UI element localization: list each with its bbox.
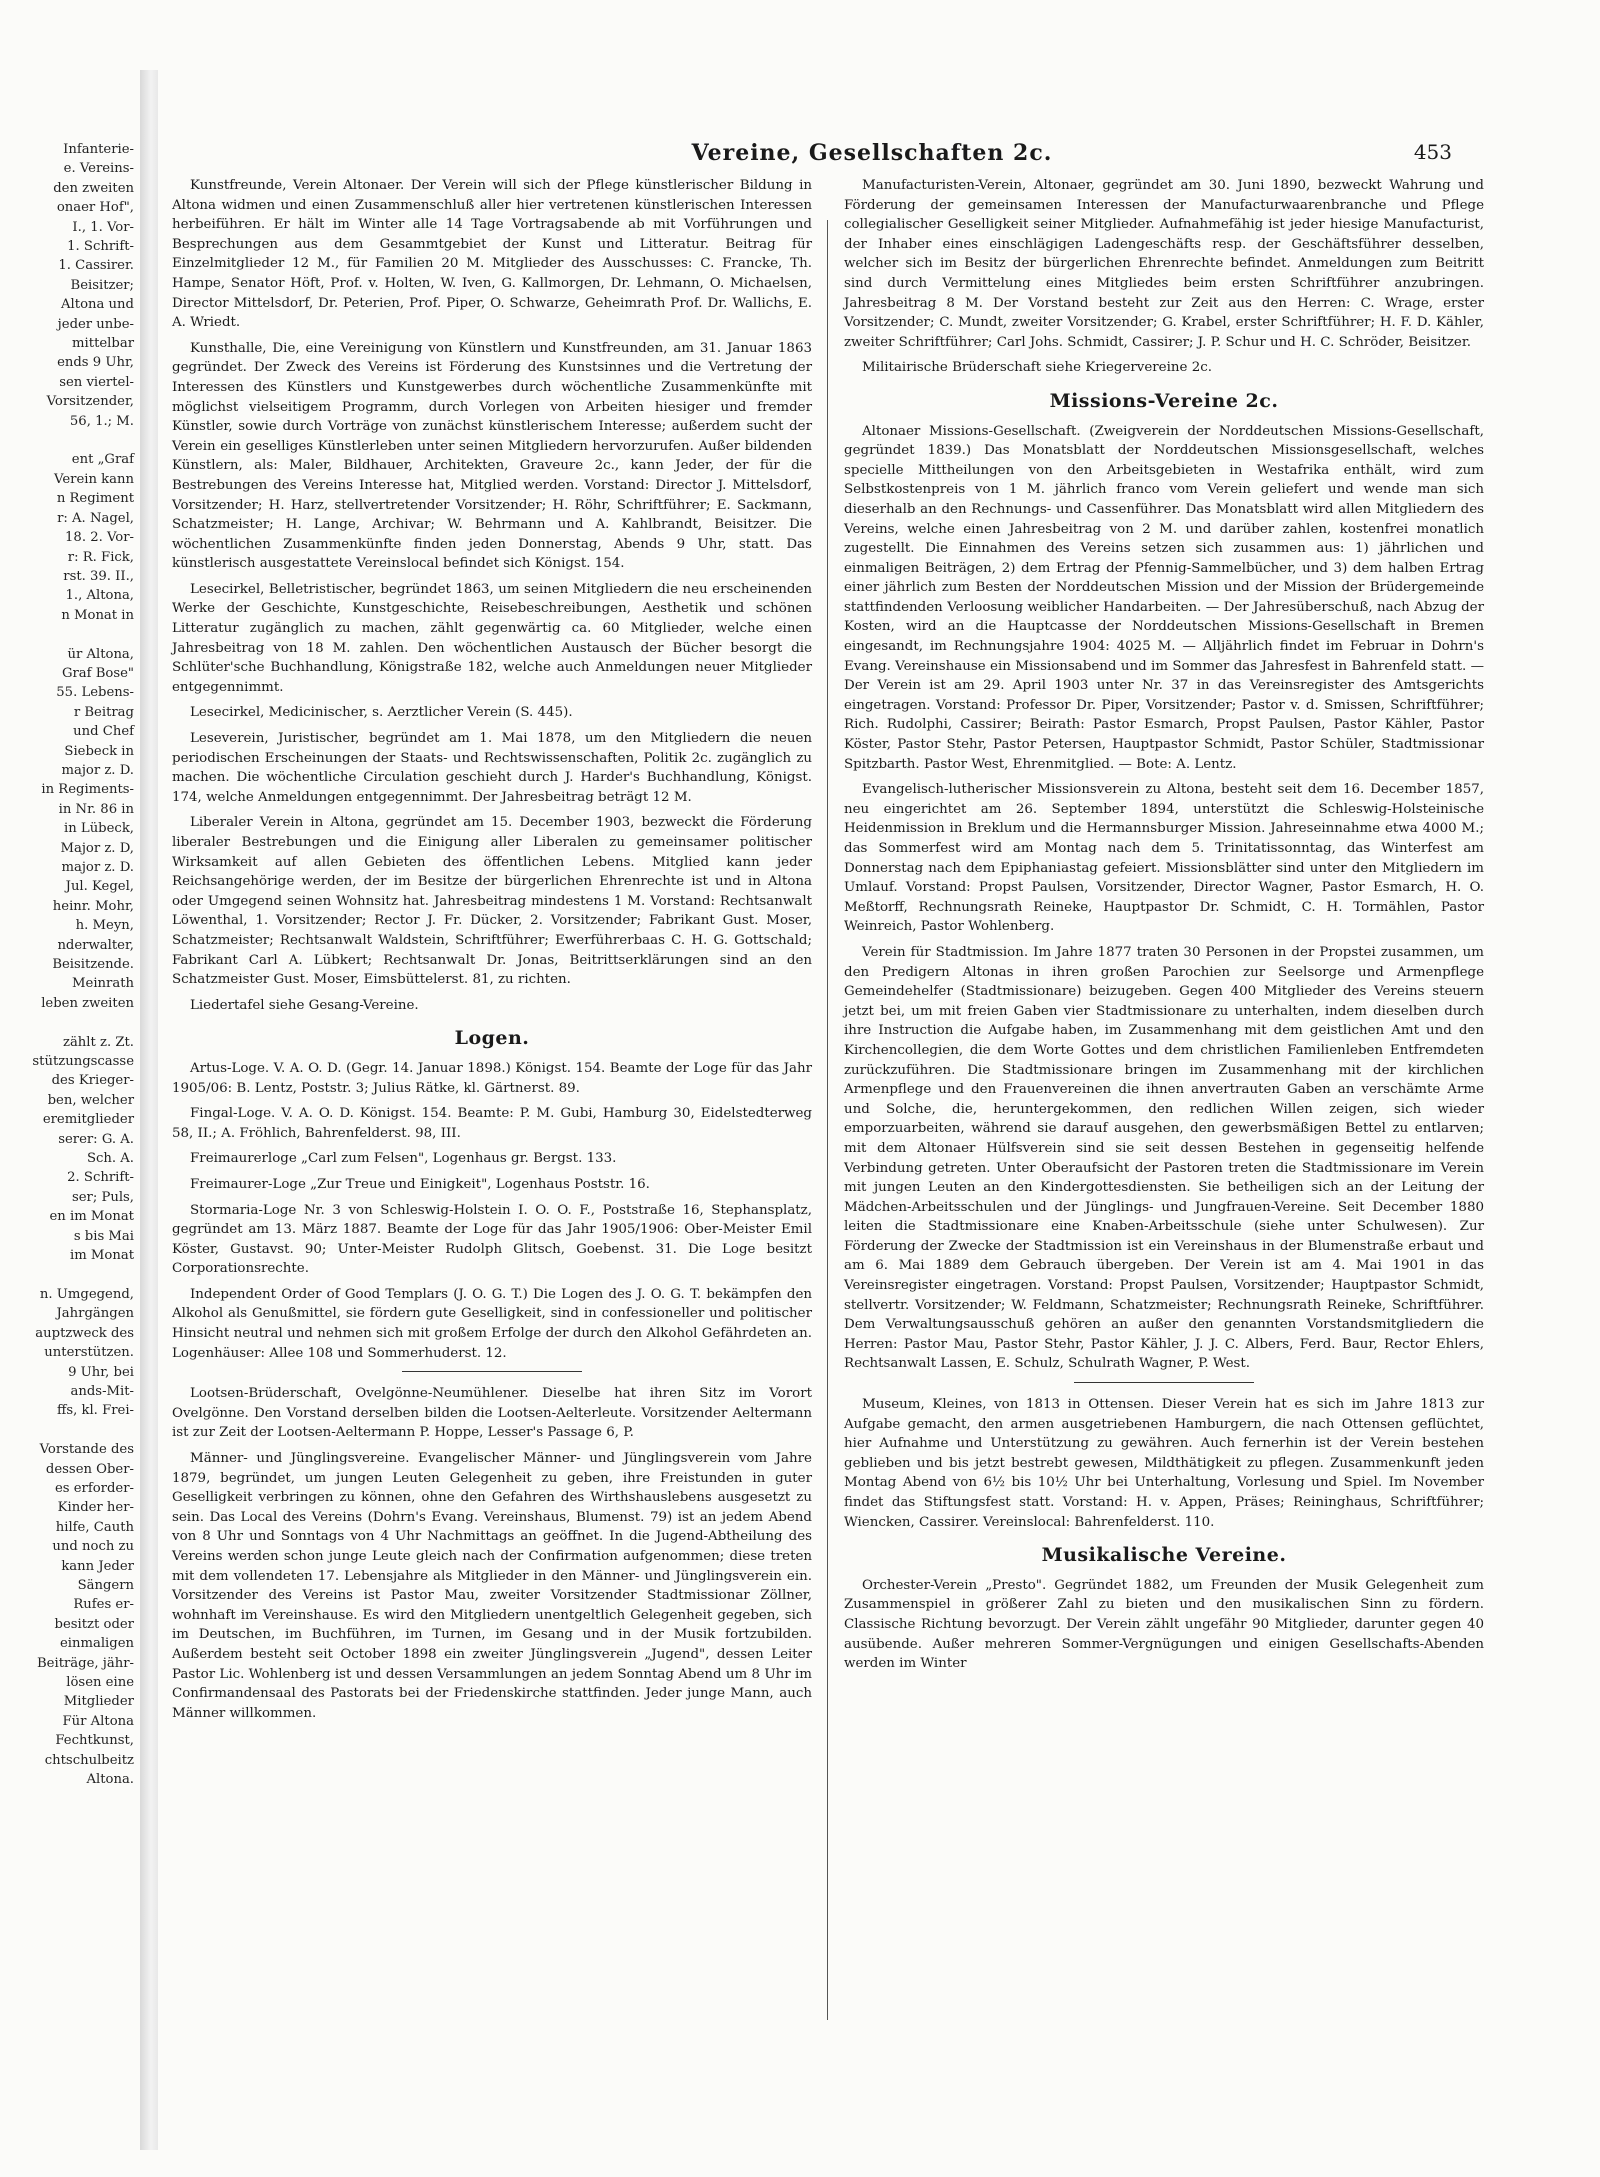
left-fragment-line (0, 625, 138, 644)
left-fragment-line: ands-Mit- (70, 1383, 134, 1399)
left-fragment-line: leben zweiten (41, 995, 134, 1011)
left-fragment-line: Altona und (61, 297, 134, 313)
left-fragment-line (0, 1266, 138, 1285)
entry-paragraph: Altonaer Missions-Gesellschaft. (Zweigverein der Norddeutschen Missions-Gesellschaft, gegründet 1839.) Das Monatsblatt der Norddeutschen Missionsgesellschaft, welches specielle Mittheilungen von den Arbeitsgebieten in Westafrika enthält, wird zum Selbstkostenpreis von 1 M. jährlich franco vom Verein geliefert und wende man sich dieserhalb an den Rechnungs- und Cassenführer. Das Monatsblatt wird allen Mitgliedern des Vereins, welche einen Jahresbeitrag von 2 M. und darüber zahlen, kostenfrei monatlich zugestellt. Die Einnahmen des Vereins setzen sich zusammen aus: 1) jährlichen und einmaligen Beiträgen, 2) dem Ertrag der Pfennig-Sammelbücher, und 3) dem halben Ertrag einer jährlich zum Besten der Norddeutschen Mission und der Mission der Brüdergemeinde stattfindenden Verloosung weiblicher Handarbeiten. — Der Jahresüberschuß, nach Abzug der Kosten, wird an die Hauptcasse der Norddeutschen Missions-Gesellschaft in Bremen eingesandt, im Rechnungsjahre 1904: 4025 M. — Alljährlich findet im Februar in Dohrn's Evang. Vereinshause ein Missionsabend und im Sommer das Jahresfest in Bahrenfeld statt. — Der Verein ist am 29. April 1903 unter Nr. 37 in das Vereinsregister des Amtsgerichts eingetragen. Vorstand: Professor Dr. Piper, Vorsitzender; Pastor v. d. Smissen, Schriftführer; Rich. Rudolphi, Cassirer; Beirath: Pastor Esmarch, Propst Paulsen, Pastor Kähler, Pastor Köster, Pastor Stehr, Pastor Petersen, Hauptpastor Schmidt, Pastor Schüler, Stadtmissionar Spitzbarth. Pastor West, Ehrenmitglied. — Bote: A. Lentz. (844, 423, 1484, 772)
left-fragment-line: stützungscasse (32, 1054, 134, 1070)
left-fragment-line: im Monat (69, 1248, 134, 1264)
entry-paragraph: Lootsen-Brüderschaft, Ovelgönne-Neumühlener. Dieselbe hat ihren Sitz im Vorort Ovelgönne. Den Vorstand derselben bilden die Lootsen-Aelterleute. Vorsitzender Aeltermann ist zur Zeit der Lootsen-Aeltermann P. Hoppe, Lesser's Passage 6, P. (172, 1386, 812, 1441)
left-fragment-line: r Beitrag (73, 704, 134, 720)
left-fragment-line: jeder unbe- (57, 316, 134, 332)
left-fragment-line: mittelbar (72, 336, 134, 352)
entry-paragraph: Independent Order of Good Templars (J. O. G. T.) Die Logen des J. O. G. T. bekämpfen den Alkohol als Genußmittel, sie fördern gute Geselligkeit, sind in confessioneller und politischer Hinsicht neutral und nehmen sich mit großem Erfolge der durch den Alkohol Gefährdeten an. Logenhäuser: Allee 108 und Sommerhuderst. 12. (172, 1286, 812, 1361)
section-title-logen: Logen. (454, 1027, 530, 1050)
right-top-entries (844, 176, 1484, 378)
left-fragment-line (0, 1421, 138, 1440)
entry-paragraph: Fingal-Loge. V. A. O. D. Königst. 154. Beamte: P. M. Gubi, Hamburg 30, Eidelstedterweg 58, II.; A. Fröhlich, Bahrenfelderst. 98, III. (172, 1106, 812, 1141)
left-fragment-line: h. Meyn, (75, 918, 134, 934)
left-fragment-line: Jul. Kegel, (65, 879, 134, 895)
left-fragment-line: rst. 39. II., (63, 568, 134, 584)
left-fragment-line: Sch. A. (86, 1151, 134, 1167)
left-fragment-line: lösen eine (66, 1675, 134, 1691)
left-fragment-line: eremitglieder (42, 1112, 134, 1128)
section-divider (1074, 1382, 1254, 1383)
left-fragment-line: besitzt oder (54, 1616, 134, 1632)
left-fragment-line: major z. D. (61, 860, 134, 875)
left-fragment-line: unterstützen. (44, 1345, 134, 1361)
left-fragment-line: Mitglieder (63, 1694, 134, 1710)
left-fragment-line: n Monat in (61, 607, 134, 623)
left-after-rule-entries (172, 1384, 812, 1723)
left-fragment-line: Jahrgängen (56, 1306, 134, 1322)
left-fragment-line: dessen Ober- (45, 1461, 134, 1477)
left-fragment-line: onaer Hof", (56, 200, 134, 216)
entry-paragraph: Kunstfreunde, Verein Altonaer. Der Verein will sich der Pflege künstlerischer Bildung in Altona widmen und einen Zusammenschluß aller hier vertretenen künstlerischen Interessen herbeiführen. Er hält im Winter alle 14 Tage Vortragsabende ab mit Vorführungen und Besprechungen aus dem Gesammtgebiet der Kunst und Litteratur. Beitrag für Einzelmitglieder 12 M., für Familien 20 M. Mitglieder des Ausschusses: C. Francke, Th. Hampe, Senator Höft, Prof. v. Holten, W. Iven, G. Kallmorgen, Dr. Lehmann, O. Michaelsen, Director Mittelsdorf, Dr. Peterien, Prof. Piper, O. Schwarze, Geheimrath Prof. Dr. Wallichs, E. A. Wriedt. (172, 178, 812, 331)
left-fragment-line: 9 Uhr, bei (68, 1364, 134, 1380)
left-fragment-line: sen viertel- (59, 374, 134, 390)
entry-paragraph: Militairische Brüderschaft siehe Kriegervereine 2c. (862, 360, 1212, 376)
left-fragment-line: Vorstande des (39, 1442, 134, 1458)
left-fragment-line: in Nr. 86 in (58, 801, 134, 817)
running-head (172, 140, 1472, 174)
entry-paragraph: Evangelisch-lutherischer Missionsverein zu Altona, besteht seit dem 16. December 1857, neu eingerichtet am 26. September 1894, unterstützt die Schleswig-Holsteinische Heidenmission in Breklum und die Hermannsburger Mission. Jahreseinnahme etwa 4000 M.; das Sommerfest wird am Montag nach dem 5. Trinitatissonntag, das Winterfest am Donnerstag nach dem Epiphaniastag gefeiert. Missionsblätter sind unter den Mitgliedern im Umlauf. Vorstand: Propst Paulsen, Vorsitzender, Director Wagner, Pastor Esmarch, H. O. Meßtorff, Rechnungsrath Reineke, Hauptpastor Dr. Schmidt, C. H. Tormählen, Pastor Weinreich, Pastor Wohlenberg. (844, 782, 1484, 935)
entry-paragraph: Liberaler Verein in Altona, gegründet am 15. December 1903, bezweckt die Förderung liberaler Bestrebungen und die Einigung aller Liberalen zu gemeinsamer politischer Wirksamkeit auf allen Gebieten des öffentlichen Lebens. Mitglied kann jeder Reichsangehörige werden, der im Besitze der bürgerlichen Ehrenrechte ist und in Altona oder Umgegend seinen Wohnsitz hat. Jahresbeitrag mindestens 1 M. Vorstand: Rechtsanwalt Löwenthal, 1. Vorsitzender; Rector J. Fr. Dücker, 2. Vorsitzender; Fabrikant Gust. Moser, Schatzmeister; Rechtsanwalt Waldstein, Schriftführer; Ewerführerbaas C. H. G. Gottschald; Fabrikant Carl A. Lübkert; Rechtsanwalt Dr. Jonas, Beitrittserklärungen sind an den Schatzmeister Gust. Moser, Eimsbüttelerst. 81, zu richten. (172, 815, 812, 988)
left-fragment-line: und Chef (73, 724, 134, 740)
entry-paragraph: Liedertafel siehe Gesang-Vereine. (190, 997, 419, 1013)
left-fragment-line: r: A. Nagel, (57, 510, 134, 526)
left-fragment-line: Beiträge, jähr- (36, 1655, 134, 1671)
left-fragment-line: in Lübeck, (64, 821, 134, 837)
entry-paragraph: Lesecirkel, Medicinischer, s. Aerztlicher Verein (S. 445). (190, 705, 573, 721)
entry-paragraph: Orchester-Verein „Presto". Gegründet 1882, um Freunden der Musik Gelegenheit zum Zusammenspiel in größerer Zahl zu bieten und den musikalischen Sinn zu fördern. Classische Richtung bevorzugt. Der Verein zählt ungefähr 90 Mitglieder, darunter gegen 40 ausübende. Außer mehreren Sommer-Vergnügungen und einigen Gesellschafts-Abenden werden im Winter (844, 1577, 1484, 1672)
entry-paragraph: Museum, Kleines, von 1813 in Ottensen. Dieser Verein hat es sich im Jahre 1813 zur Aufgabe gemacht, den armen ausgetriebenen Hamburgern, die nach Ottensen geflüchtet, hier Aufnahme und Unterstützung zu gewähren. Auch fernerhin ist der Verein bestehen geblieben und bis jetzt bestrebt gewesen, Mildthätigkeit zu pflegen. Zusammenkunft jeden Montag Abend von 6½ bis 10½ Uhr bei Unterhaltung, Vorlesung und Spiel. Im November findet das Stiftungsfest statt. Vorstand: H. v. Appen, Präses; Reininghaus, Schriftführer; Wiencken, Cassirer. Vereinslocal: Bahrenfelderst. 110. (844, 1397, 1484, 1530)
left-fragment-line: des Krieger- (51, 1073, 134, 1089)
left-fragment-line: Fechtkunst, (55, 1733, 134, 1749)
left-fragment-line (0, 431, 138, 450)
entry-paragraph: Freimaurer-Loge „Zur Treue und Einigkeit", Logenhaus Poststr. 16. (190, 1176, 650, 1192)
section-title-musik: Musikalische Vereine. (1041, 1544, 1287, 1567)
left-fragment-line: ends 9 Uhr, (57, 355, 134, 371)
entry-paragraph: Kunsthalle, Die, eine Vereinigung von Künstlern und Kunstfreunden, am 31. Januar 1863 gegründet. Der Zweck des Vereins ist Förderung des Kunstsinnes und die Vertretung der Interessen des Künstlers und Kunstgewerbes durch wöchentliche Zusammenkünfte mit möglichst vielseitigem Programm, durch Vorlegen von Arbeiten hiesiger und fremder Künstler, sowie durch Vorträge von zunächst künstlerischem Interesse; außerdem sucht der Verein ein geselliges Künstlerleben unter seinen Mitgliedern hervorzurufen. Außer bildenden Künstlern, als: Maler, Bildhauer, Architekten, Graveure 2c., kann Jeder, der für die Bestrebungen des Vereins Interesse hat, Mitglied werden. Vorstand: Director J. Mittelsdorf, Vorsitzender; H. Harz, stellvertretender Vorsitzender; H. Röhr, Schriftführer; E. Sackmann, Schatzmeister; H. Lange, Archivar; W. Behrmann und A. Kahlbrandt, Beisitzer. Die wöchentlichen Zusammenkünfte finden jeden Donnerstag, Abends 9 Uhr, statt. Das künstlerisch ausgestattete Vereinslocal befindet sich Königst. 154. (172, 340, 812, 572)
entry-paragraph: Stormaria-Loge Nr. 3 von Schleswig-Holstein I. O. O. F., Poststraße 16, Stephansplatz, gegründet am 13. März 1887. Beamte der Loge für das Jahr 1905/1906: Ober-Meister Emil Köster, Gustavst. 90; Unter-Meister Rudolph Glitsch, Goebenst. 31. Die Loge besitzt Corporationsrechte. (172, 1202, 812, 1277)
left-fragment-line: ffs, kl. Frei- (56, 1403, 134, 1419)
entry-paragraph: Lesecirkel, Belletristischer, begründet 1863, um seinen Mitgliedern die neu erscheinenden Werke der Geschichte, Kunstgeschichte, Reisebeschreibungen, Aesthetik und schönen Litteratur zugänglich zu machen, zählt gegenwärtig ca. 60 Mitglieder, welche einen Jahresbeitrag von 18 M. zahlen. Den wöchentlichen Austausch der Bücher besorgt die Schlüter'sche Buchhandlung, Königstraße 182, welche auch Anmeldungen neuer Mitglieder entgegennimmt. (172, 581, 812, 695)
left-fragment-line: 18. 2. Vor- (65, 530, 134, 546)
page-number: 453 (1413, 140, 1452, 164)
left-fragment-line: Infanterie- (63, 142, 134, 157)
left-fragment-line: einmaligen (59, 1636, 134, 1652)
left-column (172, 176, 812, 1729)
left-fragment-line: Vorsitzender, (46, 394, 134, 410)
left-fragment-line: kann Jeder (61, 1558, 134, 1574)
left-fragment-line: Meinrath (72, 976, 134, 992)
entry-paragraph: Männer- und Jünglingsvereine. Evangelischer Männer- und Jünglingsverein vom Jahre 1879, begründet, um jungen Leuten Gelegenheit zu geben, ihre Freistunden in guter Geselligkeit verbringen zu können, ohne den Gefahren des Wirthshauslebens ausgesetzt zu sein. Das Local des Vereins (Dohrn's Evang. Vereinshaus, Blumenst. 79) ist an jedem Abend von 8 Uhr und Sonntags von 4 Uhr Nachmittags an geöffnet. In die Jugend-Abtheilung des Vereins werden schon junge Leute gleich nach der Confirmation aufgenommen; diese treten mit dem vollendeten 17. Lebensjahre als Mitglieder in den Männer- und Jünglingsverein ein. Vorsitzender des Vereins ist Pastor Mau, zweiter Vorsitzender Stadtmissionar Zöllner, wohnhaft im Vereinshause. Es wird den Mitgliedern unentgeltlich Gelegenheit gegeben, sich im Deutschen, im Buchführen, im Turnen, im Gesang und in der Musik fortzubilden. Außerdem besteht seit October 1898 ein zweiter Jünglingsverein „Jugend", dessen Leiter Pastor Lic. Wohlenberg ist und dessen Versammlungen an jedem Sonntag Abend um 8 Uhr im Confirmandensaal des Pastorats bei der Friedenskirche stattfinden. Jeder junge Mann, auch Männer willkommen. (172, 1451, 812, 1721)
left-fragment-line: n. Umgegend, (39, 1286, 134, 1302)
left-fragment-line: in Regiments- (41, 782, 134, 798)
left-fragment-line: r: R. Fick, (67, 549, 134, 565)
left-fragment-line: es erforder- (54, 1480, 134, 1496)
column-rule (827, 220, 828, 2020)
entry-paragraph: Leseverein, Juristischer, begründet am 1. Mai 1878, um den Mitgliedern die neuen periodischen Erscheinungen der Staats- und Rechtswissenschaften, Politik 2c. zugänglich zu machen. Die wöchentliche Circulation geschieht durch J. Harder's Buchhandlung, Königst. 174, welche Anmeldungen entgegennimmt. Der Jahresbeitrag beträgt 12 M. (172, 731, 812, 805)
left-entries (172, 176, 812, 1015)
left-fragment-line: n Regiment (56, 491, 134, 507)
left-fragment-line: den zweiten (53, 180, 134, 196)
left-fragment-line: serer: G. A. (58, 1131, 134, 1147)
left-fragment-line: auptzweck des (35, 1325, 134, 1341)
left-fragment-line: Altona. (86, 1772, 134, 1788)
page-453 (172, 140, 1484, 2020)
left-fragment-line: en im Monat (49, 1209, 134, 1225)
entry-paragraph: Artus-Loge. V. A. O. D. (Gegr. 14. Januar 1898.) Königst. 154. Beamte der Loge für das Jahr 1905/06: B. Lentz, Poststr. 3; Julius Rätke, kl. Gärtnerst. 89. (172, 1060, 812, 1096)
left-fragment-line: Beisitzer; (70, 277, 134, 293)
left-fragment-line: 2. Schrift- (67, 1170, 134, 1186)
left-fragment-line: e. Vereins- (63, 161, 134, 177)
page-title: Vereine, Gesellschaften 2c. (691, 140, 1053, 166)
left-fragment-line: major z. D. (61, 762, 134, 778)
left-fragment-line: ür Altona, (67, 646, 134, 662)
right-column (844, 176, 1484, 1680)
left-fragment-line: chtschulbeitz (44, 1752, 134, 1768)
left-fragment-line: 1., Altona, (65, 588, 134, 604)
left-fragment-line: ben, welcher (47, 1092, 134, 1108)
left-fragment-line: 1. Cassirer. (58, 258, 134, 274)
left-fragment-line: heinr. Mohr, (52, 898, 134, 914)
book-gutter (140, 70, 158, 2150)
left-page-fragment (0, 140, 138, 1900)
left-fragment-line: Für Altona (62, 1713, 134, 1729)
left-fragment-line: Rufes er- (73, 1597, 134, 1613)
left-fragment-line: ent „Graf (71, 452, 134, 468)
entry-paragraph: Manufacturisten-Verein, Altonaer, gegründet am 30. Juni 1890, bezweckt Wahrung und Förderung der gemeinsamen Interessen der Manufacturwaarenbranche und Pflege collegialischer Geselligkeit seiner Mitglieder. Aufnahmefähig ist jeder hiesige Manufacturist, der Inhaber eines einschlägigen Ladengeschäfts resp. der Geschäftsführer desselben, welcher sich im Besitz der bürgerlichen Ehrenrechte befindet. Anmeldungen zum Beitritt sind durch Vermittelung eines Mitgliedes beim ersten Schriftführer anzubringen. Jahresbeitrag 8 M. Der Vorstand besteht zur Zeit aus den Herren: C. Wrage, erster Vorsitzender; C. Mundt, zweiter Vorsitzender; G. Krabel, erster Schriftführer; H. F. D. Kähler, zweiter Schriftführer; Carl Johs. Schmidt, Cassirer; J. P. Schur und H. C. Schröder, Beisitzer. (844, 178, 1484, 350)
right-after-rule-entries (844, 1395, 1484, 1532)
left-fragment-line: Beisitzende. (52, 957, 134, 973)
left-fragment-line: nderwalter, (57, 937, 134, 953)
left-fragment-line (0, 1013, 138, 1032)
left-fragment-line: Siebeck in (64, 743, 134, 759)
section-title-missions: Missions-Vereine 2c. (1049, 389, 1279, 412)
left-fragment-line: 56, 1.; M. (69, 413, 134, 429)
musik-entries (844, 1576, 1484, 1674)
left-fragment-line: Verein kann (54, 471, 134, 487)
left-fragment-line: Major z. D, (60, 840, 134, 856)
left-fragment-line: 1. Schrift- (67, 239, 134, 255)
left-fragment-line: hilfe, Cauth (55, 1519, 134, 1535)
left-fragment-line: zählt z. Zt. (63, 1034, 134, 1050)
left-fragment-line: Graf Bose" (61, 665, 134, 681)
entry-paragraph: Freimaurerloge „Carl zum Felsen", Logenhaus gr. Bergst. 133. (190, 1151, 617, 1167)
left-fragment-line: und noch zu (52, 1539, 134, 1555)
left-fragment-line: I., 1. Vor- (72, 219, 134, 235)
left-fragment-line: s bis Mai (73, 1228, 134, 1244)
left-fragment-line: Kinder her- (57, 1500, 134, 1516)
left-fragment-line: ser; Puls, (71, 1189, 134, 1205)
left-fragment-line: 55. Lebens- (56, 685, 134, 701)
section-divider (402, 1371, 582, 1372)
mission-entries (844, 422, 1484, 1375)
logen-entries (172, 1059, 812, 1363)
left-fragment-line: Sängern (77, 1577, 134, 1593)
entry-paragraph: Verein für Stadtmission. Im Jahre 1877 traten 30 Personen in der Propstei zusammen, um den Predigern Altonas in ihren großen Parochien zur Seelsorge und Armenpflege Gemeindehelfer (Stadtmissionare) beizugeben. Gegen 400 Mitglieder des Vereins steuern jetzt bei, um mit freien Gaben vier Stadtmissionare zu unterhalten, indem dieselben durch ihre Instruction die Aufgabe haben, im Zusammenhang mit dem geistlichen Amt und den Kirchencollegien, die dem Worte Gottes und dem christlichen Familienleben Entfremdeten zurückzuführen. Die Stadtmissionare bringen im Zusammenhang mit der kirchlichen Armenpflege und den Frauenvereinen die ihnen anvertrauten Gaben an verschämte Arme und Solche, die, heruntergekommen, den redlichen Willen zeigen, sich wieder emporzuarbeiten, während sie darauf ausgehen, den gewerbsmäßigen Bettel zu entlarven; mit dem Altonaer Hülfsverein sind sie seit dessen Bestehen in gegenseitig helfende Verbindung getreten. Unter Oberaufsicht der Pastoren treten die Stadtmissionare im Verein mit jungen Leuten an den Kindergottesdiensten. Sie betheiligen sich an der Leitung der Mädchen-Arbeitsschulen und der Jünglings- und Jungfrauen-Vereine. Seit December 1880 leiten die Stadtmissionare eine Knaben-Arbeitsschule (siehe unter Schulwesen). Zur Förderung der Zwecke der Stadtmission ist ein Vereinshaus in der Blumenstraße erbaut und am 6. Mai 1889 dem Gebrauch übergeben. Der Verein ist am 4. Mai 1901 in das Vereinsregister eingetragen. Vorstand: Propst Paulsen, Vorsitzender; Hauptpastor Schmidt, stellvertr. Vorsitzender; W. Feldmann, Schatzmeister; Rechnungsrath Reineke, Schriftführer. Dem Verwaltungsausschuß gehören an außer den genannten Vorstandsmitgliedern die Herren: Pastor Mau, Pastor Stehr, Pastor Kähler, J. J. C. Albers, Ferd. Baur, Rector Ehlers, Rechtsanwalt Lassen, E. Schulz, Schulrath Wagner, P. West. (844, 944, 1484, 1372)
